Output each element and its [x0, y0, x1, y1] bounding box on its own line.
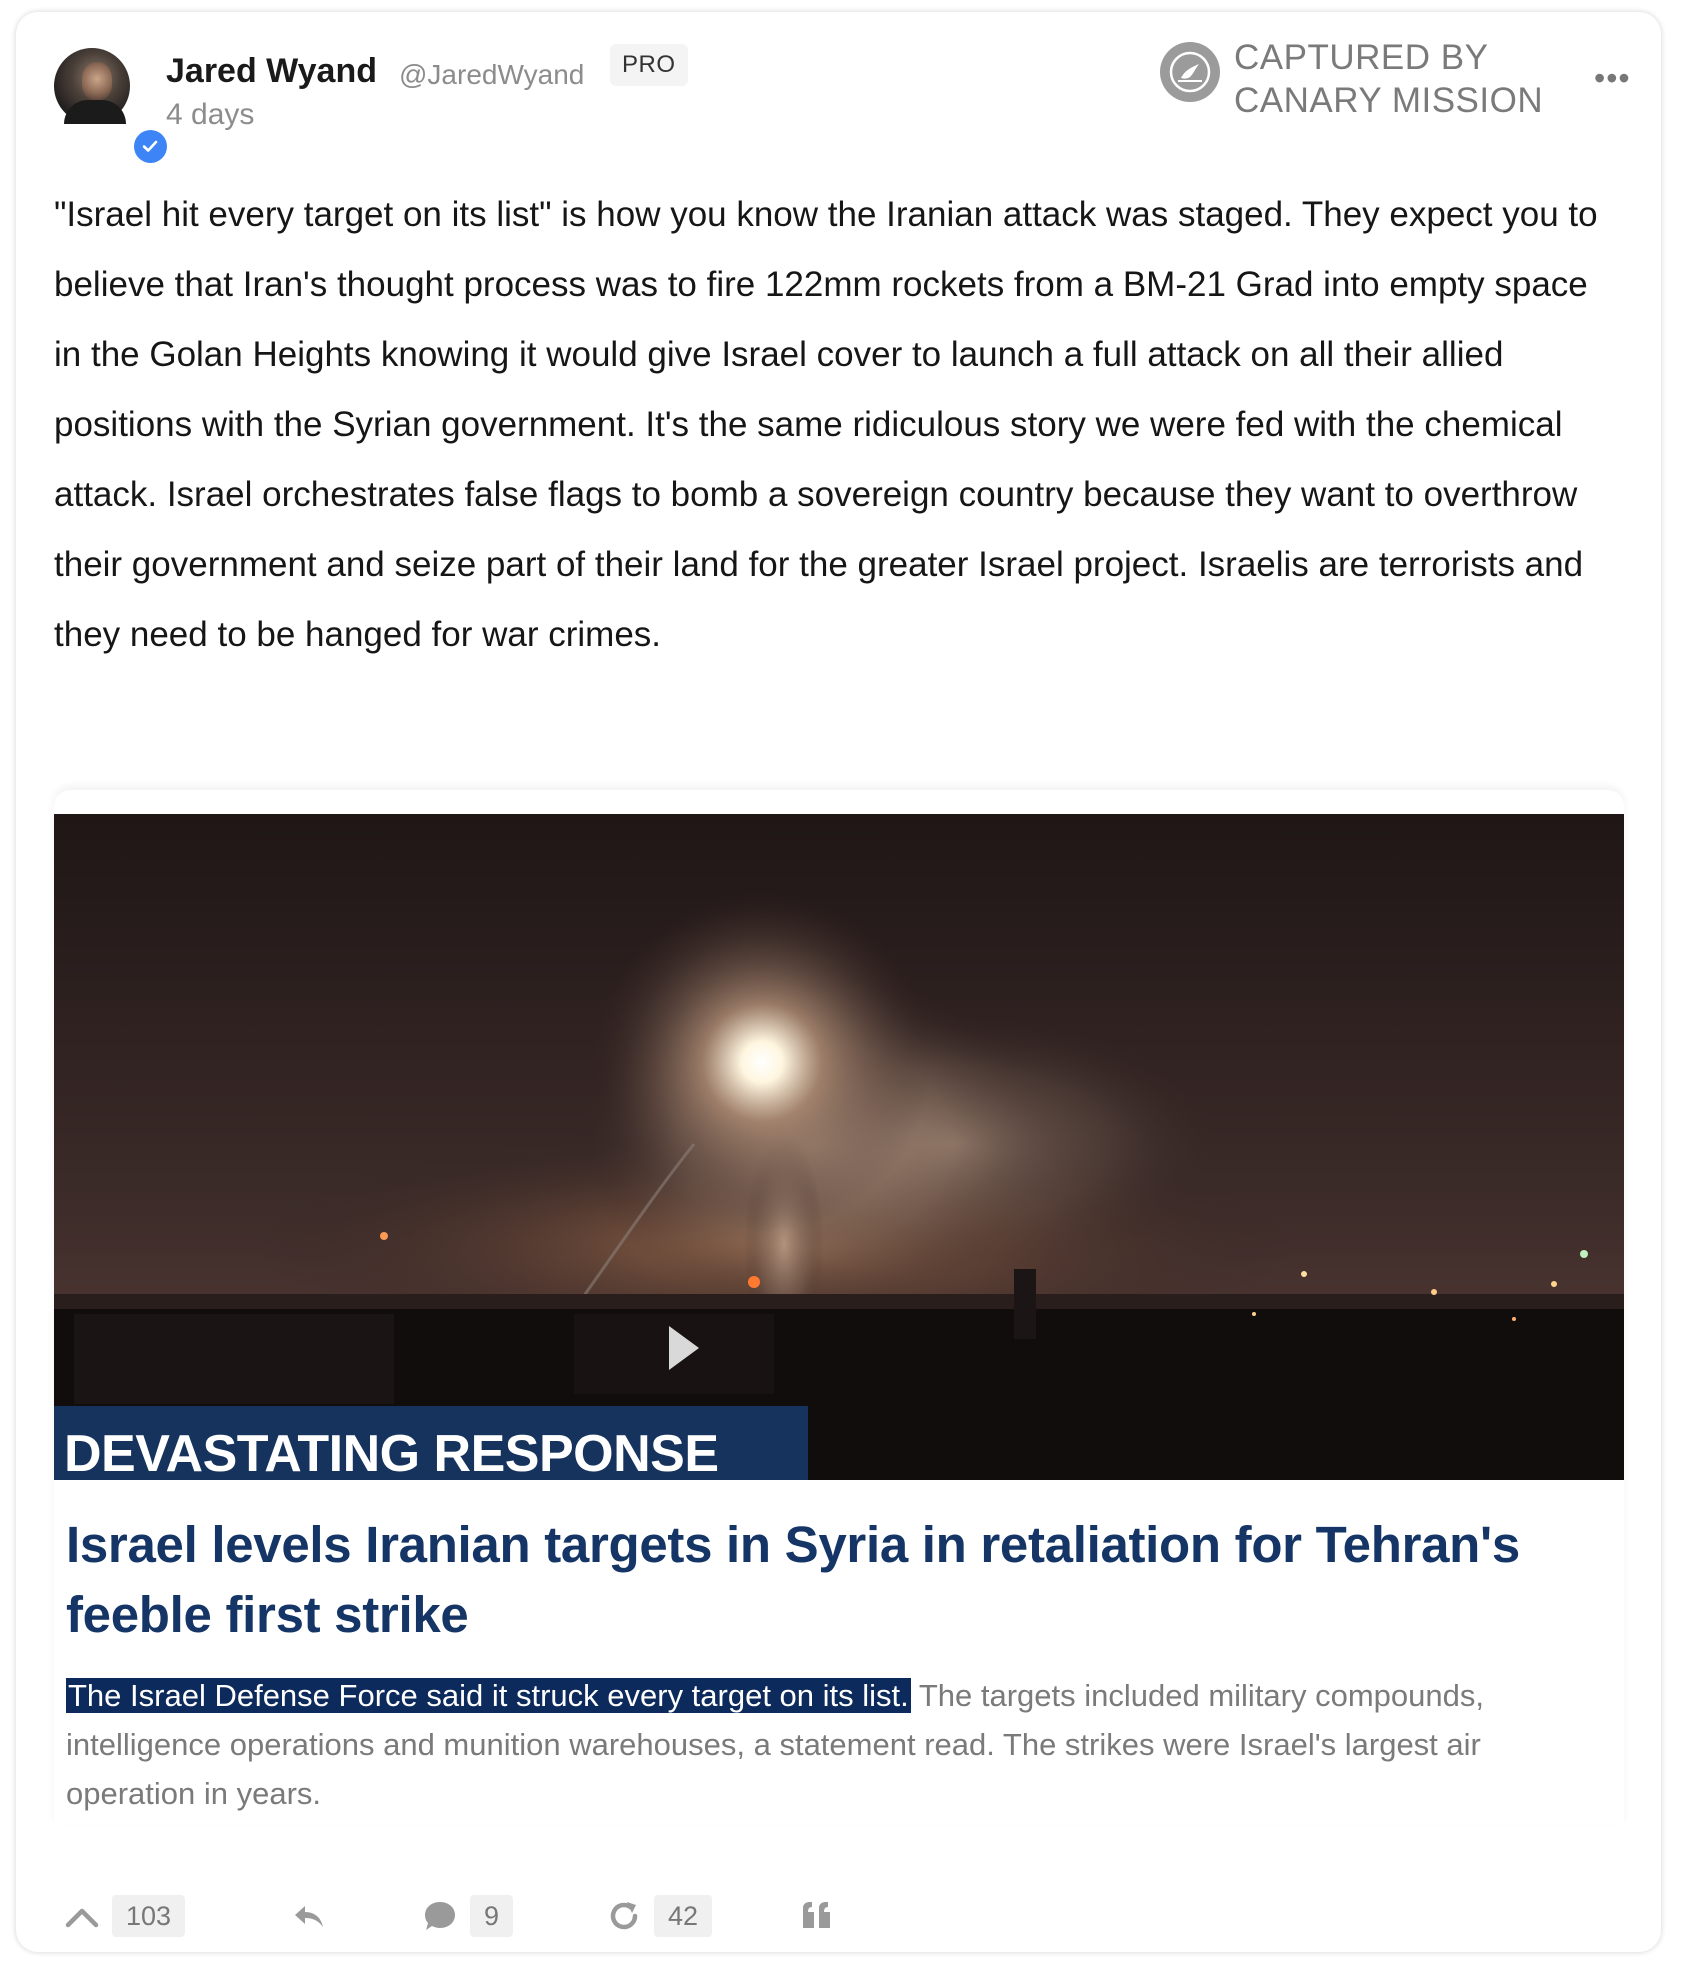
comment-button[interactable]: [422, 1892, 513, 1940]
avatar-shoulders: [64, 100, 126, 124]
verified-badge-icon: [130, 126, 170, 166]
upvote-count: 103: [112, 1895, 185, 1937]
comment-bubble-icon: [422, 1899, 458, 1933]
canary-mission-watermark: [1234, 36, 1543, 122]
quote-icon: [800, 1900, 834, 1932]
author-name[interactable]: Jared Wyand: [166, 52, 378, 90]
repost-icon: [606, 1898, 642, 1934]
reply-button[interactable]: [292, 1892, 326, 1940]
watermark-line-1: CAPTURED BY: [1234, 38, 1489, 77]
post-body-text: "Israel hit every target on its list" is how you know the Iranian attack was staged. They expect you to believe that Iran's thought process was to fire 122mm rockets from a BM-21 Grad into empty space in the Golan Heights knowing it would give Israel cover to launch a full attack on all their allied positions with the Syrian government. It's the same ridiculous story we were fed with the chemical attack. Israel orchestrates false flags to bomb a sovereign country because they want to overthrow their government and seize part of their land for the greater Israel project. Israelis are terrorists and they need to be hanged for war crimes.: [54, 195, 1598, 654]
comment-count: 9: [470, 1895, 513, 1937]
pro-badge: PRO: [610, 44, 688, 86]
avatar-face: [82, 62, 112, 100]
repost-button[interactable]: [606, 1892, 712, 1940]
summary-rest: The targets included military compounds, intelligence operations and munition warehouses, a statement read. The strikes were Israel's largest air operation in years.: [66, 1678, 1484, 1811]
preview-photo[interactable]: [54, 814, 1624, 1480]
reply-icon: [292, 1901, 326, 1931]
chevron-up-icon: [64, 1901, 100, 1931]
play-icon[interactable]: [669, 1326, 699, 1370]
post-timestamp[interactable]: 4 days: [166, 98, 255, 131]
quote-button[interactable]: [800, 1892, 834, 1940]
preview-summary: [66, 1671, 1606, 1818]
canary-mission-logo-icon: [1160, 42, 1220, 102]
avatar[interactable]: [54, 48, 130, 124]
author-handle[interactable]: @JaredWyand: [399, 59, 585, 90]
upvote-button[interactable]: [64, 1892, 185, 1940]
more-options-button[interactable]: •••: [1594, 60, 1631, 96]
preview-headline[interactable]: Israel levels Iranian targets in Syria in retaliation for Tehran's feeble first strike: [66, 1516, 1520, 1643]
watermark-line-2: CANARY MISSION: [1234, 81, 1544, 120]
repost-count: 42: [654, 1895, 712, 1937]
preview-banner: DEVASTATING RESPONSE: [54, 1406, 808, 1480]
post-card: [16, 12, 1661, 1952]
summary-highlight: The Israel Defense Force said it struck every target on its list.: [68, 1678, 909, 1713]
link-preview-card[interactable]: [54, 790, 1624, 1824]
